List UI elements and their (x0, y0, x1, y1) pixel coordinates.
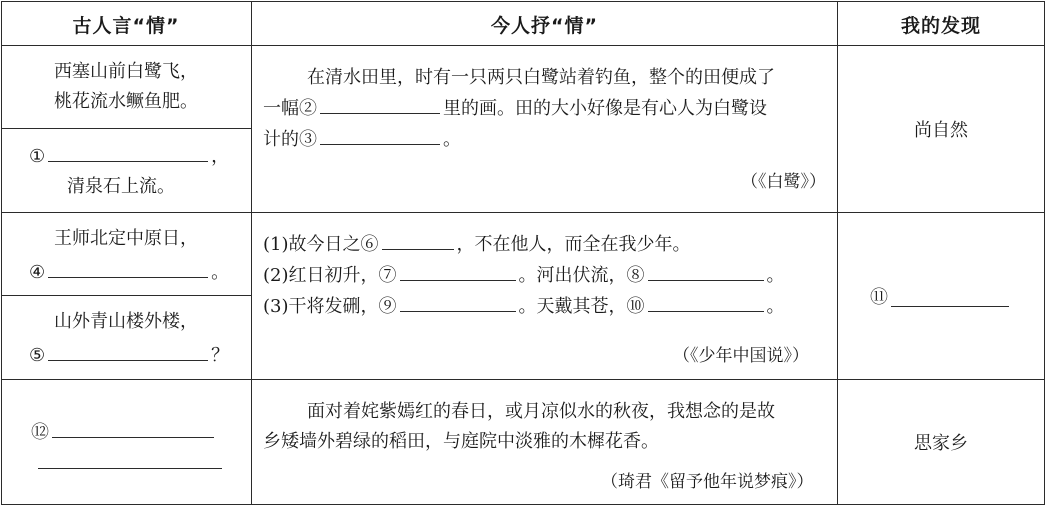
sub-divider-row2 (1, 295, 251, 296)
row2-item1: (1)故今日之⑥ ，不在他人，而全在我少年。 (263, 229, 833, 260)
row3-modern (263, 397, 833, 457)
row1-poem-b-line1: ① ， (29, 141, 244, 172)
blank-9[interactable] (400, 291, 516, 312)
blank-6[interactable] (382, 229, 454, 250)
blank-2[interactable] (320, 93, 440, 114)
row2-poem-a-line1: 王师北定中原日， (54, 228, 198, 249)
blank-12b[interactable] (38, 448, 222, 469)
blank-1[interactable] (48, 141, 208, 162)
row1-source: （《白鹭》） (741, 172, 826, 192)
header-modern: 今人抒“情” (491, 14, 598, 37)
row1-modern-line1: 在清水田里，时有一只两只白鹭站着钓鱼，整个的田便成了 (307, 67, 775, 88)
sub-divider-row1 (1, 128, 251, 129)
row2-poem-a-blank-line: ④ 。 (29, 257, 244, 288)
blank-12a[interactable] (52, 417, 214, 438)
blank-5[interactable] (48, 340, 208, 361)
blank-11[interactable] (891, 286, 1009, 307)
col-divider-1 (251, 1, 252, 505)
poetry-comparison-table (1, 1, 1045, 505)
blank-3[interactable] (320, 124, 440, 145)
row1-discovery: 尚自然 (914, 120, 968, 141)
row1-poem-a-line2: 桃花流水鳜鱼肥。 (54, 91, 198, 112)
blank-10[interactable] (648, 291, 764, 312)
row1-modern-line2: 一幅② 里的画。田的大小好像是有心人为白鹭设 (263, 93, 833, 124)
table-border-bottom (1, 504, 1045, 505)
blank-4[interactable] (48, 257, 208, 278)
row1-poem-b-num: ① (29, 146, 46, 167)
row3-source: （琦君《留予他年说梦痕》） (601, 472, 814, 492)
row3-poem-line2 (31, 448, 246, 479)
blank-8[interactable] (648, 260, 764, 281)
row2-item2: (2)红日初升，⑦ 。河出伏流，⑧ 。 (263, 260, 833, 291)
row3-poem (31, 417, 246, 479)
row1-modern (263, 63, 833, 155)
header-ancient: 古人言“情” (72, 14, 180, 37)
row2-modern (263, 229, 833, 322)
row3-discovery: 思家乡 (914, 433, 968, 454)
row1-poem-a (1, 57, 251, 117)
row3-modern-line1: 面对着姹紫嫣红的春日，或月凉似水的秋夜，我想念的是故 (307, 401, 775, 422)
row3-poem-line1: ⑫ (31, 417, 246, 448)
row2-poem-a (1, 224, 251, 254)
row1-poem-a-line1: 西塞山前白鹭飞， (54, 61, 198, 82)
row2-discovery: ⑪ (838, 213, 1044, 379)
row2-poem-b-blank-line: ⑤ ？ (29, 340, 244, 371)
row1-poem-b (29, 141, 244, 202)
header-discovery: 我的发现 (900, 14, 981, 37)
row2-source: （《少年中国说》） (673, 346, 809, 366)
table-border-top (1, 1, 1045, 2)
row3-modern-line2: 乡矮墙外碧绿的稻田，与庭院中淡雅的木樨花香。 (263, 431, 659, 452)
row1-modern-line3: 计的③ 。 (263, 124, 833, 155)
row2-poem-b-line1: 山外青山楼外楼， (54, 311, 198, 332)
row2-poem-b (1, 307, 251, 337)
row2-item3: (3)干将发硎，⑨ 。天戴其苍，⑩ 。 (263, 291, 833, 322)
blank-7[interactable] (400, 260, 516, 281)
table-border-right (1044, 1, 1045, 505)
row1-poem-b-line2: 清泉石上流。 (67, 176, 175, 197)
